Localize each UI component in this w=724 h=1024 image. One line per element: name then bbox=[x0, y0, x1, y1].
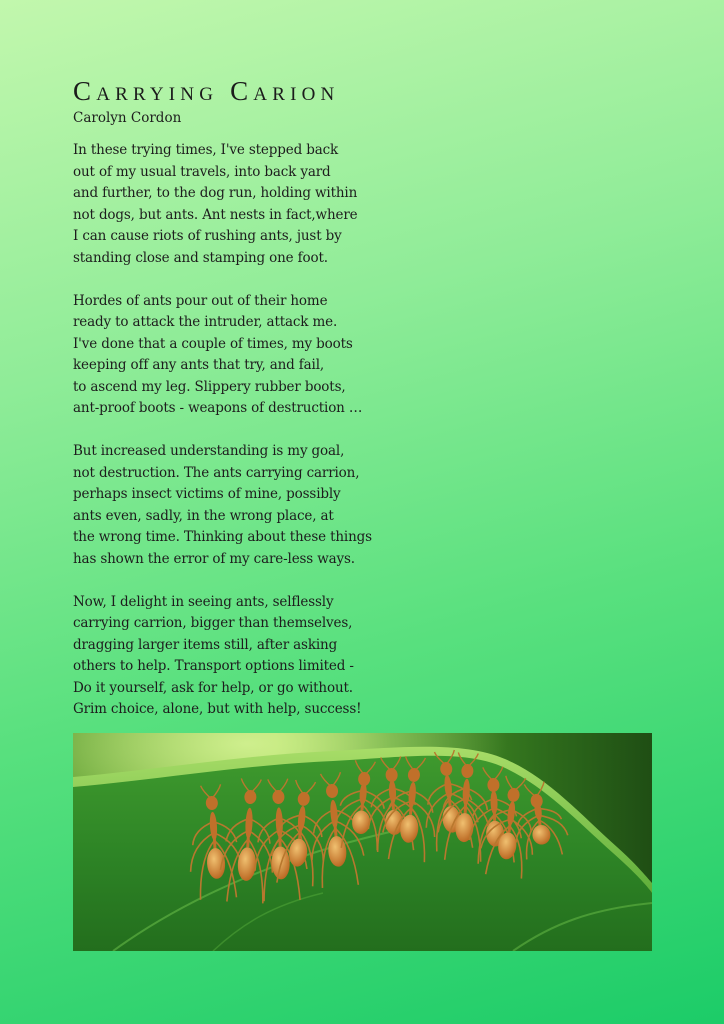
stanza-2 bbox=[73, 291, 403, 420]
poem-line: But increased understanding is my goal, bbox=[73, 443, 345, 459]
poem-page bbox=[73, 0, 653, 1024]
stanza-3 bbox=[73, 441, 403, 570]
poem-line: not dogs, but ants. Ant nests in fact,where bbox=[73, 206, 358, 223]
poem-title: Carrying Carion bbox=[73, 76, 340, 106]
poem-body bbox=[73, 140, 403, 742]
poem-line: not destruction. The ants carrying carrion, bbox=[73, 464, 360, 481]
poem-line: I've done that a couple of times, my boots bbox=[73, 335, 353, 352]
ants-on-leaf-photo bbox=[73, 733, 652, 951]
poem-author: Carolyn Cordon bbox=[73, 110, 182, 126]
poem-line: ant-proof boots - weapons of destruction … bbox=[73, 400, 363, 416]
poem-line: the wrong time. Thinking about these things bbox=[73, 529, 372, 545]
poem-line: Hordes of ants pour out of their home bbox=[73, 292, 328, 309]
poem-line: has shown the error of my care-less ways. bbox=[73, 550, 355, 567]
poem-line: Now, I delight in seeing ants, selflessly bbox=[73, 593, 334, 610]
poem-line: standing close and stamping one foot. bbox=[73, 249, 328, 266]
poem-line: Grim choice, alone, but with help, success! bbox=[73, 701, 362, 717]
stanza-4 bbox=[73, 592, 403, 721]
poem-line: dragging larger items still, after asking bbox=[73, 636, 338, 653]
poem-line: keeping off any ants that try, and fail, bbox=[73, 357, 325, 373]
poem-line: I can cause riots of rushing ants, just by bbox=[73, 228, 342, 244]
poem-line: perhaps insect victims of mine, possibly bbox=[73, 486, 341, 502]
stanza-1 bbox=[73, 140, 403, 269]
poem-line: and further, to the dog run, holding within bbox=[73, 185, 358, 201]
poem-line: out of my usual travels, into back yard bbox=[73, 163, 331, 180]
poem-line: In these trying times, I've stepped back bbox=[73, 142, 339, 158]
poem-line: Do it yourself, ask for help, or go without. bbox=[73, 679, 353, 696]
poem-line: to ascend my leg. Slippery rubber boots, bbox=[73, 378, 346, 395]
poem-line: ready to attack the intruder, attack me. bbox=[73, 314, 338, 330]
poem-line: others to help. Transport options limited - bbox=[73, 658, 354, 674]
poem-line: carrying carrion, bigger than themselves, bbox=[73, 615, 353, 631]
poem-line: ants even, sadly, in the wrong place, at bbox=[73, 507, 334, 524]
ants-on-leaf-illustration bbox=[73, 733, 652, 951]
